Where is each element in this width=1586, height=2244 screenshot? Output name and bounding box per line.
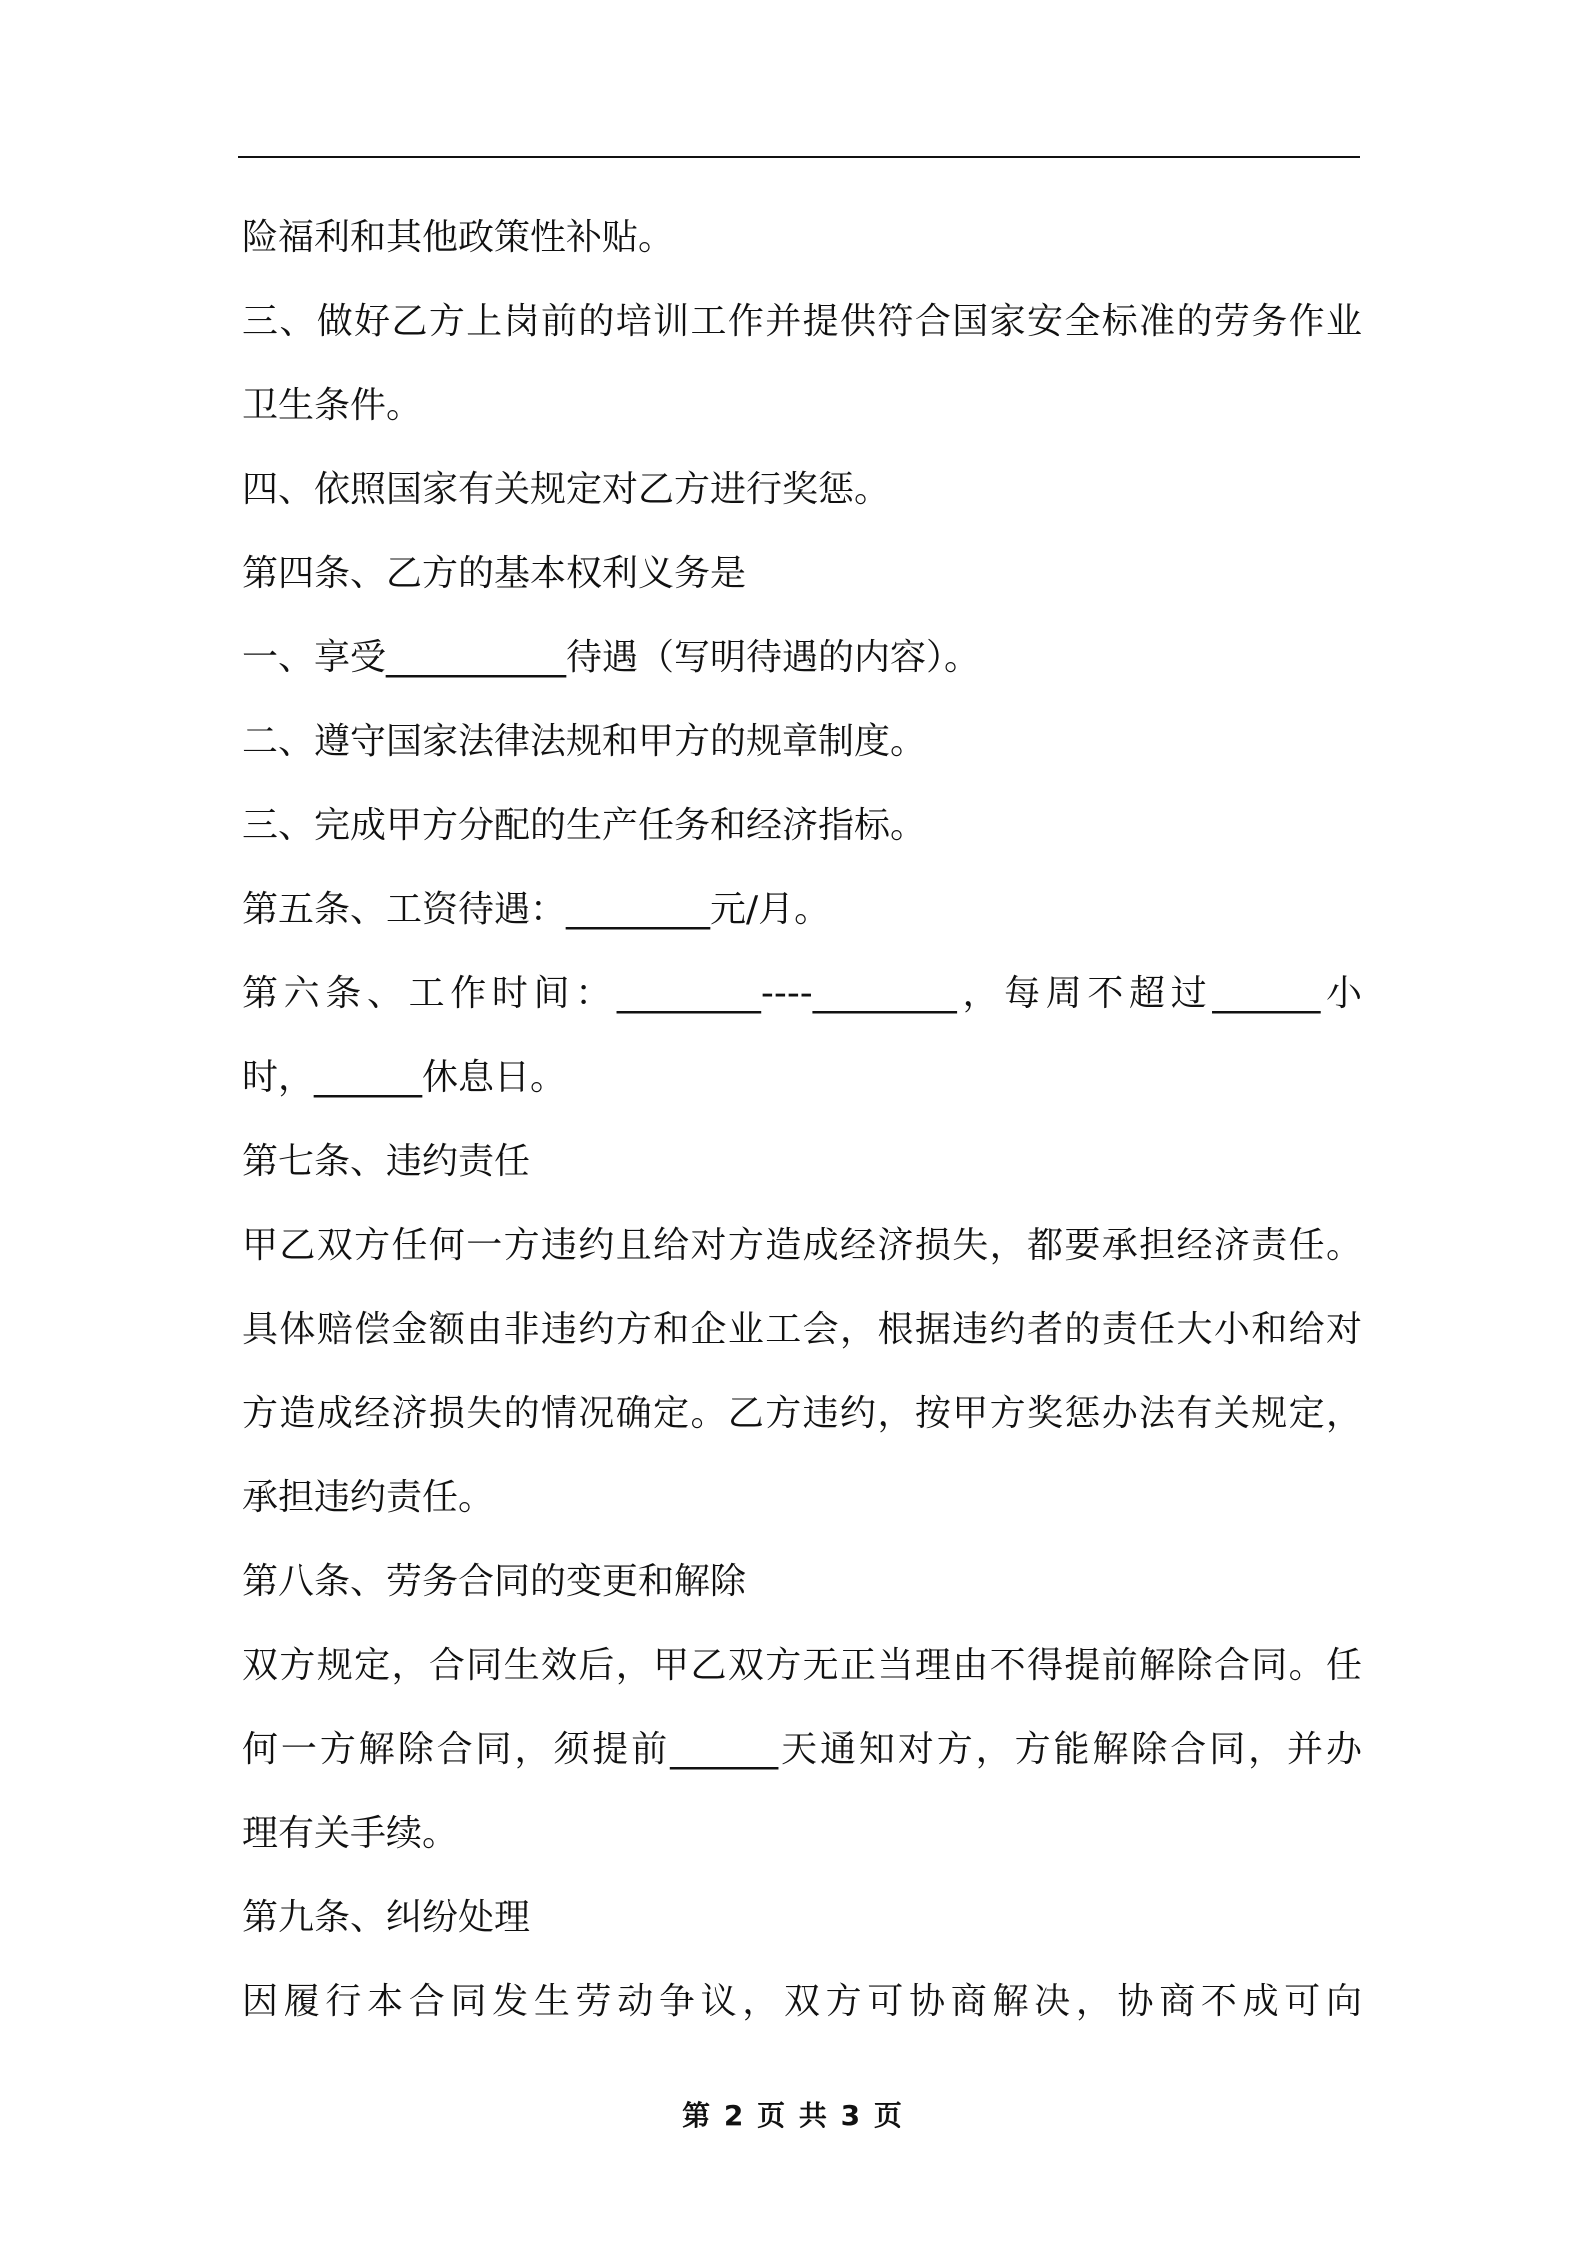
text-line: 具体赔偿金额由非违约方和企业工会，根据违约者的责任大小和给对 xyxy=(242,1309,1362,1350)
article-heading: 第八条、劳务合同的变更和解除 xyxy=(242,1561,747,1602)
text-line: 一、享受__________待遇（写明待遇的内容）。 xyxy=(242,637,981,678)
text-line: 理有关手续。 xyxy=(242,1813,459,1854)
text-line: 因履行本合同发生劳动争议，双方可协商解决，协商不成可向 xyxy=(242,1981,1362,2022)
text-line: 险福利和其他政策性补贴。 xyxy=(242,217,675,258)
text-line: 承担违约责任。 xyxy=(242,1477,495,1518)
article-heading: 第九条、纠纷处理 xyxy=(242,1897,531,1938)
header-rule xyxy=(238,156,1360,158)
text-line: 时，______休息日。 xyxy=(242,1057,567,1098)
text-line: 双方规定，合同生效后，甲乙双方无正当理由不得提前解除合同。任 xyxy=(242,1645,1362,1686)
article-heading: 第六条、工作时间：________----________，每周不超过______小 xyxy=(242,973,1362,1014)
text-line: 卫生条件。 xyxy=(242,385,423,426)
article-heading: 第七条、违约责任 xyxy=(242,1141,531,1182)
article-heading: 第四条、乙方的基本权利义务是 xyxy=(242,553,747,594)
text-line: 三、做好乙方上岗前的培训工作并提供符合国家安全标准的劳务作业 xyxy=(242,301,1362,342)
page-number: 第 2 页 共 3 页 xyxy=(682,2099,904,2132)
text-line: 四、依照国家有关规定对乙方进行奖惩。 xyxy=(242,469,891,510)
text-line: 何一方解除合同，须提前______天通知对方，方能解除合同，并办 xyxy=(242,1729,1362,1770)
article-heading: 第五条、工资待遇：________元/月。 xyxy=(242,889,831,930)
text-line: 方造成经济损失的情况确定。乙方违约，按甲方奖惩办法有关规定， xyxy=(242,1393,1362,1434)
contract-body xyxy=(242,196,1362,2044)
text-line: 二、遵守国家法律法规和甲方的规章制度。 xyxy=(242,721,927,762)
text-line: 甲乙双方任何一方违约且给对方造成经济损失，都要承担经济责任。 xyxy=(242,1225,1362,1266)
text-line: 三、完成甲方分配的生产任务和经济指标。 xyxy=(242,805,927,846)
